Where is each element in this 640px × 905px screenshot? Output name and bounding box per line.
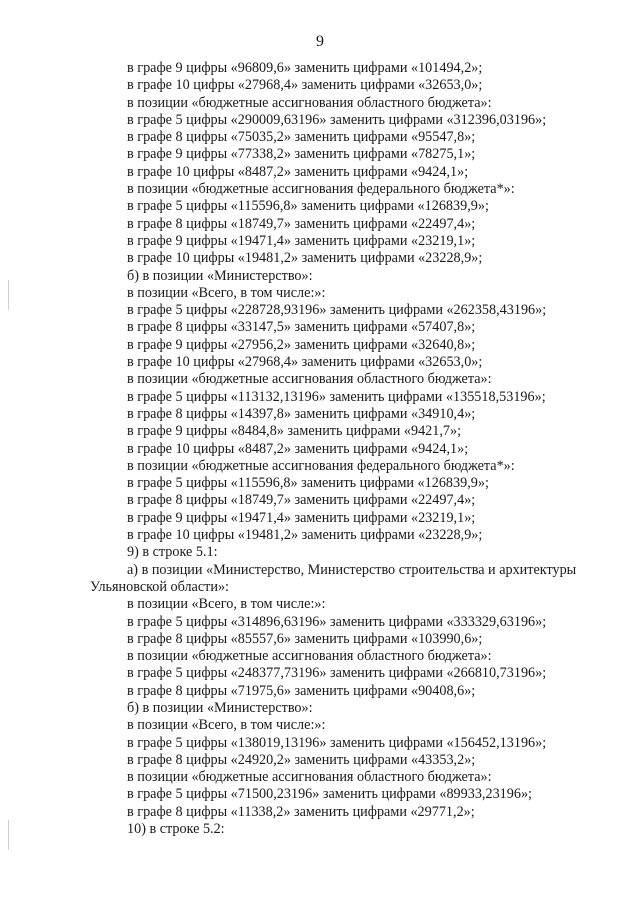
text-line: в графе 5 цифры «138019,13196» заменить цифрами «156452,13196»; bbox=[127, 734, 547, 751]
text-line: в графе 8 цифры «18749,7» заменить цифрами «22497,4»; bbox=[127, 215, 476, 232]
text-line: Ульяновской области»: bbox=[90, 578, 229, 595]
text-line: в графе 10 цифры «8487,2» заменить цифрами «9424,1»; bbox=[127, 440, 469, 457]
text-line: в графе 8 цифры «71975,6» заменить цифрами «90408,6»; bbox=[127, 682, 476, 699]
text-line: в графе 9 цифры «77338,2» заменить цифрами «78275,1»; bbox=[127, 146, 476, 163]
text-line: 9) в строке 5.1: bbox=[127, 544, 218, 561]
page-number: 9 bbox=[316, 33, 324, 50]
text-line: в графе 8 цифры «33147,5» заменить цифрами «57407,8»; bbox=[127, 319, 476, 336]
text-line: в графе 5 цифры «71500,23196» заменить цифрами «89933,23196»; bbox=[127, 786, 532, 803]
text-line: в графе 8 цифры «75035,2» заменить цифрами «95547,8»; bbox=[127, 129, 476, 146]
text-line: в позиции «бюджетные ассигнования федерального бюджета*»: bbox=[127, 457, 515, 474]
text-line: в графе 8 цифры «11338,2» заменить цифрами «29771,2»; bbox=[127, 803, 475, 820]
text-line: в графе 10 цифры «8487,2» заменить цифрами «9424,1»; bbox=[127, 163, 469, 180]
text-line: в позиции «Всего, в том числе:»: bbox=[127, 717, 326, 734]
text-line: в графе 5 цифры «115596,8» заменить цифрами «126839,9»; bbox=[127, 475, 489, 492]
text-line: в графе 9 цифры «8484,8» заменить цифрами «9421,7»; bbox=[127, 423, 462, 440]
text-line: в графе 8 цифры «14397,8» заменить цифрами «34910,4»; bbox=[127, 405, 476, 422]
text-line: а) в позиции «Министерство, Министерство строительства и архитектуры bbox=[127, 561, 577, 578]
text-line: в позиции «Всего, в том числе:»: bbox=[127, 284, 326, 301]
text-line: в графе 10 цифры «27968,4» заменить цифрами «32653,0»; bbox=[127, 354, 483, 371]
text-line: в графе 8 цифры «24920,2» заменить цифрами «43353,2»; bbox=[127, 751, 476, 768]
text-line: в графе 5 цифры «115596,8» заменить цифрами «126839,9»; bbox=[127, 198, 489, 215]
text-line: в графе 9 цифры «19471,4» заменить цифрами «23219,1»; bbox=[127, 509, 476, 526]
text-line: в графе 9 цифры «27956,2» заменить цифрами «32640,8»; bbox=[127, 336, 476, 353]
text-line: в графе 5 цифры «228728,93196» заменить цифрами «262358,43196»; bbox=[127, 302, 547, 319]
text-line: в позиции «бюджетные ассигнования областного бюджета»: bbox=[127, 371, 492, 388]
text-line: в графе 9 цифры «96809,6» заменить цифрами «101494,2»; bbox=[127, 60, 483, 76]
scan-artifact bbox=[8, 820, 9, 850]
text-line: в графе 5 цифры «113132,13196» заменить цифрами «135518,53196»; bbox=[127, 388, 546, 405]
scan-artifact bbox=[8, 280, 9, 310]
text-line: в графе 5 цифры «314896,63196» заменить цифрами «333329,63196»; bbox=[127, 613, 547, 630]
text-line: в графе 8 цифры «18749,7» заменить цифрами «22497,4»; bbox=[127, 492, 476, 509]
document-body bbox=[90, 60, 610, 838]
text-line: в позиции «бюджетные ассигнования федерального бюджета*»: bbox=[127, 181, 515, 198]
text-line: в позиции «Всего, в том числе:»: bbox=[127, 596, 326, 613]
text-line: в графе 8 цифры «85557,6» заменить цифрами «103990,6»; bbox=[127, 630, 483, 647]
text-line: в графе 9 цифры «19471,4» заменить цифрами «23219,1»; bbox=[127, 232, 476, 249]
text-line: 10) в строке 5.2: bbox=[127, 821, 225, 838]
text-line: в графе 10 цифры «27968,4» заменить цифрами «32653,0»; bbox=[127, 77, 483, 94]
text-line: в графе 10 цифры «19481,2» заменить цифрами «23228,9»; bbox=[127, 527, 483, 544]
text-line: в позиции «бюджетные ассигнования областного бюджета»: bbox=[127, 648, 492, 665]
text-line: в графе 5 цифры «248377,73196» заменить цифрами «266810,73196»; bbox=[127, 665, 547, 682]
text-line: в позиции «бюджетные ассигнования областного бюджета»: bbox=[127, 94, 492, 111]
text-line: б) в позиции «Министерство»: bbox=[127, 267, 313, 284]
text-line: б) в позиции «Министерство»: bbox=[127, 699, 313, 716]
text-line: в графе 10 цифры «19481,2» заменить цифрами «23228,9»; bbox=[127, 250, 483, 267]
text-line: в графе 5 цифры «290009,63196» заменить цифрами «312396,03196»; bbox=[127, 111, 547, 128]
text-line: в позиции «бюджетные ассигнования областного бюджета»: bbox=[127, 769, 492, 786]
